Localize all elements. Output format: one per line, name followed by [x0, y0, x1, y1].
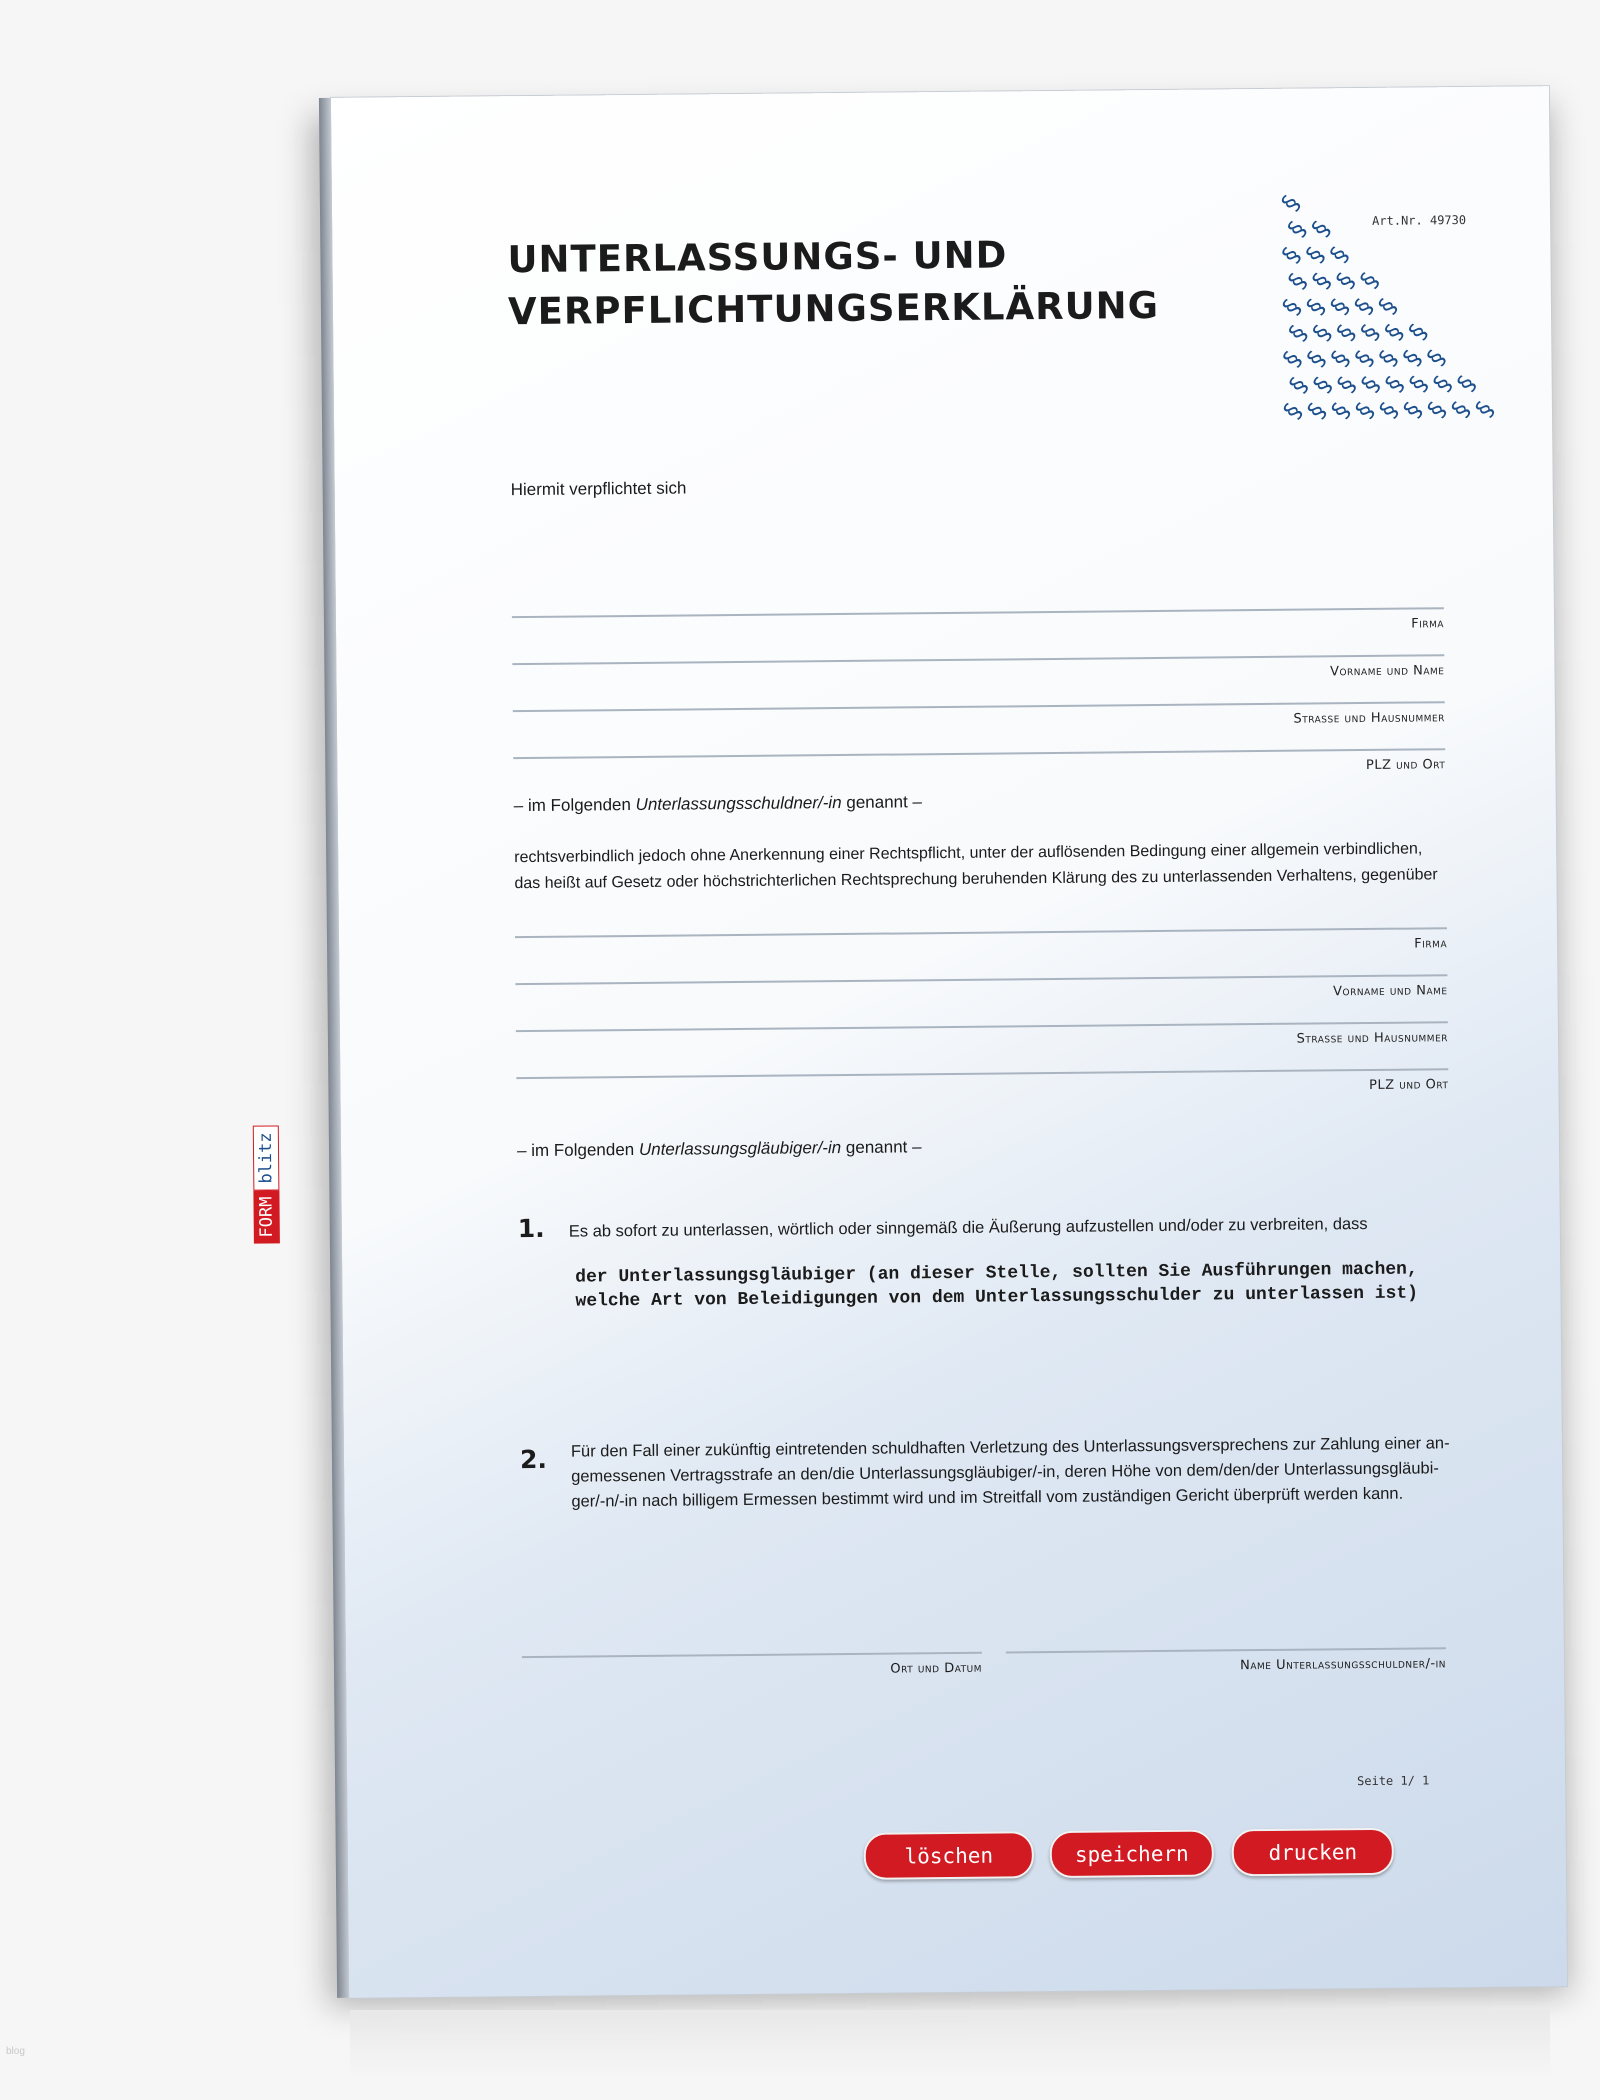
paragraph-glyph: §: [1421, 396, 1452, 423]
note-suffix: genannt –: [841, 1137, 922, 1158]
paragraph-glyph: §: [1277, 346, 1308, 373]
paragraph-glyph: §: [1372, 293, 1403, 320]
item-1-text: Es ab sofort zu unterlassen, wörtlich oder sinngemäß die Äußerung aufzustellen und/oder zu verbreiten, dass: [568, 1214, 1368, 1241]
paragraph-glyph: §: [1300, 242, 1331, 268]
paragraph-glyph: §: [1325, 397, 1356, 424]
title-line-1: UNTERLASSUNGS- UND: [507, 233, 1008, 282]
field-line: [512, 607, 1444, 618]
page-number: Seite 1/ 1: [1357, 1773, 1430, 1789]
paragraph-glyph: §: [1301, 398, 1332, 424]
corner-watermark: blog: [6, 2046, 25, 2057]
paragraph-glyph: §: [1397, 397, 1428, 423]
title-line-2: VERPFLICHTUNGSERKLÄRUNG: [507, 283, 1160, 334]
item-2-text: [571, 1431, 1452, 1514]
paragraph-glyph: §: [1349, 397, 1380, 424]
item-2-line-1: Für den Fall einer zukünftig eintretenden schuldhaften Verletzung des Unterlassungsversprechens zur Zahlung einer an-: [570, 1434, 1450, 1461]
article-number: Art.Nr. 49730: [1372, 212, 1467, 228]
paragraph-glyph: §: [1324, 241, 1355, 268]
note-role: Unterlassungsgläubiger/-in: [638, 1138, 842, 1159]
field-label: Firma: [1411, 616, 1445, 632]
note-suffix: genannt –: [841, 792, 923, 813]
paragraph-glyph: §: [1276, 294, 1307, 321]
paragraph-glyph: §: [1348, 293, 1379, 320]
paragraph-glyph: §: [1307, 320, 1338, 346]
field-party2-name[interactable]: [515, 974, 1447, 1023]
paragraph-glyph: §: [1283, 372, 1314, 398]
paragraph-glyph: §: [1445, 396, 1476, 423]
paragraph-line-1: rechtsverbindlich jedoch ohne Anerkennung einer Rechtspflicht, unter der auflösenden Bedingung einer allgemein verbindlichen,: [514, 840, 1423, 867]
paragraph-glyph: §: [1373, 397, 1404, 424]
note-role: Unterlassungsschuldner/-in: [635, 793, 842, 814]
delete-button[interactable]: löschen: [864, 1831, 1034, 1880]
formblitz-brand: [252, 1093, 279, 1243]
note-debtor: [514, 792, 922, 816]
field-line: [516, 1021, 1448, 1032]
item-2-line-2: gemessenen Vertragsstrafe an den/die Unterlassungsgläubiger/-in, deren Höhe von dem/den/der Unterlassungsgläubi-: [571, 1459, 1439, 1486]
paragraph-glyph: §: [1355, 319, 1386, 346]
field-party1-street[interactable]: [513, 701, 1445, 750]
paragraph-glyph: §: [1421, 344, 1452, 371]
brand-part-1: FORM: [253, 1190, 280, 1243]
field-label: Strasse und Hausnummer: [1293, 710, 1445, 727]
debtor-name-label: Name Unterlassungsschuldner/-in: [1240, 1656, 1447, 1674]
field-party1-name[interactable]: [512, 654, 1444, 703]
paragraph-glyph: §: [1307, 372, 1338, 398]
signature-line: [522, 1652, 982, 1658]
paragraph-glyph: §: [1282, 216, 1313, 242]
field-line: [515, 974, 1447, 985]
item-1-input-line-1: der Unterlassungsgläubiger (an dieser Stelle, sollten Sie Ausführungen machen,: [575, 1259, 1418, 1288]
paragraph-glyph: §: [1276, 242, 1307, 269]
paragraph-glyph: §: [1306, 268, 1337, 294]
field-line: [513, 748, 1445, 759]
field-party2-street[interactable]: [516, 1021, 1448, 1070]
paragraph-glyph: §: [1355, 371, 1386, 398]
intro-text: Hiermit verpflichtet sich: [510, 478, 687, 500]
paragraph-glyph: §: [1325, 345, 1356, 372]
paragraph-glyph: §: [1306, 216, 1337, 242]
paragraph-glyph: §: [1354, 267, 1385, 294]
note-creditor: [517, 1137, 922, 1161]
item-1-input-line-2: welche Art von Beleidigungen von dem Unterlassungsschulder zu unterlassen ist): [575, 1283, 1419, 1312]
document-page: [255, 86, 1567, 1998]
field-label: Strasse und Hausnummer: [1296, 1030, 1449, 1047]
field-label: Vorname und Name: [1333, 983, 1448, 1000]
paragraph-glyph: §: [1427, 370, 1458, 397]
conditions-paragraph: [514, 836, 1450, 897]
document-title: [507, 228, 1159, 338]
note-prefix: – im Folgenden: [513, 794, 636, 816]
field-label: PLZ und Ort: [1369, 1077, 1449, 1093]
paragraph-glyph: §: [1403, 319, 1434, 345]
paragraph-glyph: §: [1330, 267, 1361, 294]
print-button[interactable]: drucken: [1232, 1828, 1394, 1877]
field-party1-firma[interactable]: [512, 607, 1444, 656]
paragraph-glyph: §: [1282, 268, 1313, 294]
document-reflection: [350, 2010, 1550, 2080]
field-line: [515, 927, 1447, 938]
paragraph-glyph: §: [1331, 319, 1362, 346]
paragraph-line-2: das heißt auf Gesetz oder höchstrichterlichen Rechtsprechung beruhenden Klärung des zu unterlassenden Verhaltens, gegenüber: [514, 866, 1438, 893]
paragraph-glyph: §: [1300, 294, 1331, 320]
item-1-input[interactable]: [575, 1257, 1445, 1313]
field-label: Firma: [1414, 936, 1448, 952]
note-prefix: – im Folgenden: [516, 1139, 640, 1161]
paragraph-glyph: §: [1397, 345, 1428, 371]
field-line: [512, 654, 1444, 665]
debtor-name-field[interactable]: [1006, 1647, 1446, 1691]
place-date-label: Ort und Datum: [890, 1660, 983, 1677]
paragraph-glyph: §: [1469, 396, 1500, 423]
brand-part-2: blitz: [253, 1125, 280, 1190]
item-1-number: 1.: [517, 1213, 545, 1244]
paragraph-glyph: §: [1301, 346, 1332, 372]
field-party2-city[interactable]: [516, 1068, 1448, 1117]
field-label: Vorname und Name: [1329, 663, 1445, 680]
field-label: PLZ und Ort: [1365, 757, 1446, 773]
paragraph-glyph: §: [1451, 370, 1482, 397]
paragraph-glyph: §: [1349, 345, 1380, 372]
paragraph-glyph: §: [1379, 371, 1410, 398]
paragraph-glyph: §: [1277, 398, 1308, 425]
paragraph-glyph: §: [1403, 371, 1434, 397]
field-line: [516, 1068, 1448, 1079]
field-party2-firma[interactable]: [515, 927, 1447, 976]
field-party1-city[interactable]: [513, 748, 1445, 797]
place-date-field[interactable]: [522, 1652, 982, 1696]
paragraph-glyph: §: [1379, 319, 1410, 346]
paragraph-glyph: §: [1331, 371, 1362, 398]
paragraph-glyph: §: [1283, 320, 1314, 346]
field-line: [513, 701, 1445, 712]
signature-line: [1006, 1647, 1446, 1653]
item-2-number: 2.: [519, 1444, 548, 1475]
item-2-line-3: ger/-n/-in nach billigem Ermessen bestimmt wird und im Streitfall vom zuständigen Gericht überprüft werden kann.: [571, 1484, 1404, 1511]
paragraph-glyph: §: [1324, 293, 1355, 320]
save-button[interactable]: speichern: [1050, 1829, 1214, 1878]
paragraph-glyph: §: [1275, 190, 1306, 217]
paragraph-glyph: §: [1373, 345, 1404, 372]
